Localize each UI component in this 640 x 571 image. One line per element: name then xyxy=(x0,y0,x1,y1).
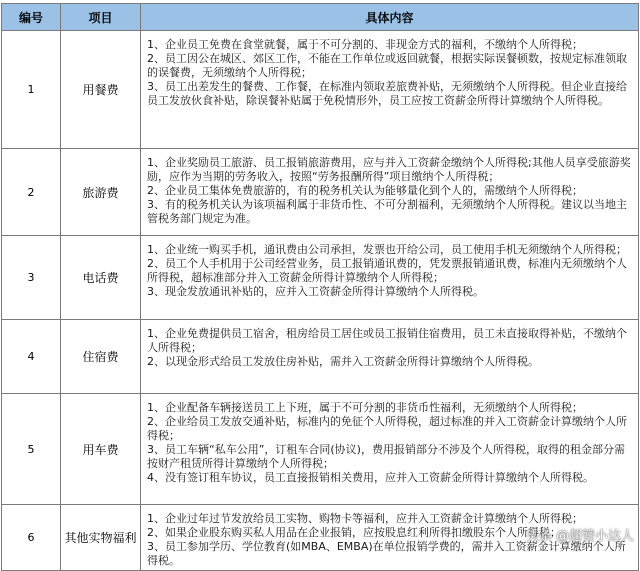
row-item: 电话费 xyxy=(61,236,141,320)
row-number: 4 xyxy=(2,320,61,394)
content-line: 2、以现金形式给员工发放住房补贴，需并入工资薪金所得计算缴纳个人所得税。 xyxy=(147,355,539,368)
content-line: 1、企业配备车辆接送员工上下班，属于不可分割的非货币性福利，无须缴纳个人所得税； xyxy=(147,401,583,414)
row-number: 1 xyxy=(2,31,61,149)
table-row xyxy=(2,394,639,505)
tax-benefits-table xyxy=(1,3,639,571)
table-row xyxy=(2,149,639,236)
row-number: 5 xyxy=(2,394,61,505)
row-item: 旅游费 xyxy=(61,149,141,236)
header-row xyxy=(2,4,639,31)
table-row xyxy=(2,31,639,149)
content-line: 1、企业员工免费在食堂就餐，属于不可分割的、非现金方式的福利，不缴纳个人所得税； xyxy=(147,38,583,51)
content-line: 2、员工个人手机用于公司经营业务，员工报销通讯费的，凭发票报销通讯费，标准内无须缴纳个人所得税，超标准部分并入工资薪金所得计算缴纳个人所得税； xyxy=(147,257,627,284)
content-line: 3、现金发放通讯补贴的，应并入工资薪金所得计算缴纳个人所得税。 xyxy=(147,285,484,298)
content-line: 3、员工车辆“私车公用”，订租车合同(协议)，费用报销部分不涉及个人所得税，取得的租金部分需按财产租赁所得计算缴纳个人所得税； xyxy=(147,443,625,470)
table-row xyxy=(2,320,639,394)
content-line: 2、员工因公在城区、郊区工作，不能在工作单位或返回就餐，根据实际误餐顿数，按规定标准领取的误餐费，无须缴纳个人所得税； xyxy=(147,52,627,79)
content-line: 1、企业免费提供员工宿舍，租房给员工居住或员工报销住宿费用，员工未直接取得补贴，不缴纳个人所得税； xyxy=(147,327,627,354)
content-line: 2、企业给员工发放交通补贴，标准内的免征个人所得税，超过标准的并入工资薪金计算缴纳个人所得税； xyxy=(147,415,627,442)
content-line: 3、员工参加学历、学位教育(如MBA、EMBA)在单位报销学费的，需并入工资薪金计算缴纳个人所得税。 xyxy=(147,540,626,567)
row-content xyxy=(141,394,639,505)
row-content xyxy=(141,236,639,320)
content-line: 1、企业过年过节发放给员工实物、购物卡等福利，应并入工资薪金计算缴纳个人所得税； xyxy=(147,512,583,525)
content-line: 3、有的税务机关认为该项福利属于非货币性、不可分割福利，无须缴纳个人所得税。建议以当地主管税务部门规定为准。 xyxy=(147,198,627,225)
header-content: 具体内容 xyxy=(141,4,639,31)
row-content xyxy=(141,320,639,394)
table-body xyxy=(2,31,639,571)
row-content xyxy=(141,149,639,236)
row-item: 住宿费 xyxy=(61,320,141,394)
content-line: 2、企业员工集体免费旅游的，有的税务机关认为能够量化到个人的，需缴纳个人所得税； xyxy=(147,184,583,197)
watermark: 头条 @超赞小达人 xyxy=(525,529,634,544)
row-number: 2 xyxy=(2,149,61,236)
row-item: 用车费 xyxy=(61,394,141,505)
table-row xyxy=(2,236,639,320)
content-line: 3、员工出差发生的餐费、工作餐，在标准内领取差旅费补贴，无须缴纳个人所得税。但企业直接给员工发放伙食补贴，除误餐补贴属于免税情形外，员工应按工资薪金所得计算缴纳个人所得税。 xyxy=(147,80,627,107)
content-line: 1、企业统一购买手机，通讯费由公司承担，发票也开给公司，员工使用手机无须缴纳个人所得税； xyxy=(147,243,627,256)
row-number: 3 xyxy=(2,236,61,320)
row-item: 用餐费 xyxy=(61,31,141,149)
header-number: 编号 xyxy=(2,4,61,31)
row-number: 6 xyxy=(2,505,61,571)
header-item: 项目 xyxy=(61,4,141,31)
content-line: 2、如果企业股东购买私人用品在企业报销，应按股息红利所得扣缴股东个人所得税； xyxy=(147,526,561,539)
content-line: 1、企业奖励员工旅游、员工报销旅游费用，应与并入工资薪金缴纳个人所得税;其他人员享受旅游奖励，应作为当期的劳务收入，按照“劳务报酬所得”项目缴纳个人所得税； xyxy=(147,156,631,183)
content-line: 4、没有签订租车协议，员工直接报销相关费用，应并入工资薪金所得计算缴纳个人所得税。 xyxy=(147,471,594,484)
row-content xyxy=(141,31,639,149)
row-item: 其他实物福利 xyxy=(61,505,141,571)
